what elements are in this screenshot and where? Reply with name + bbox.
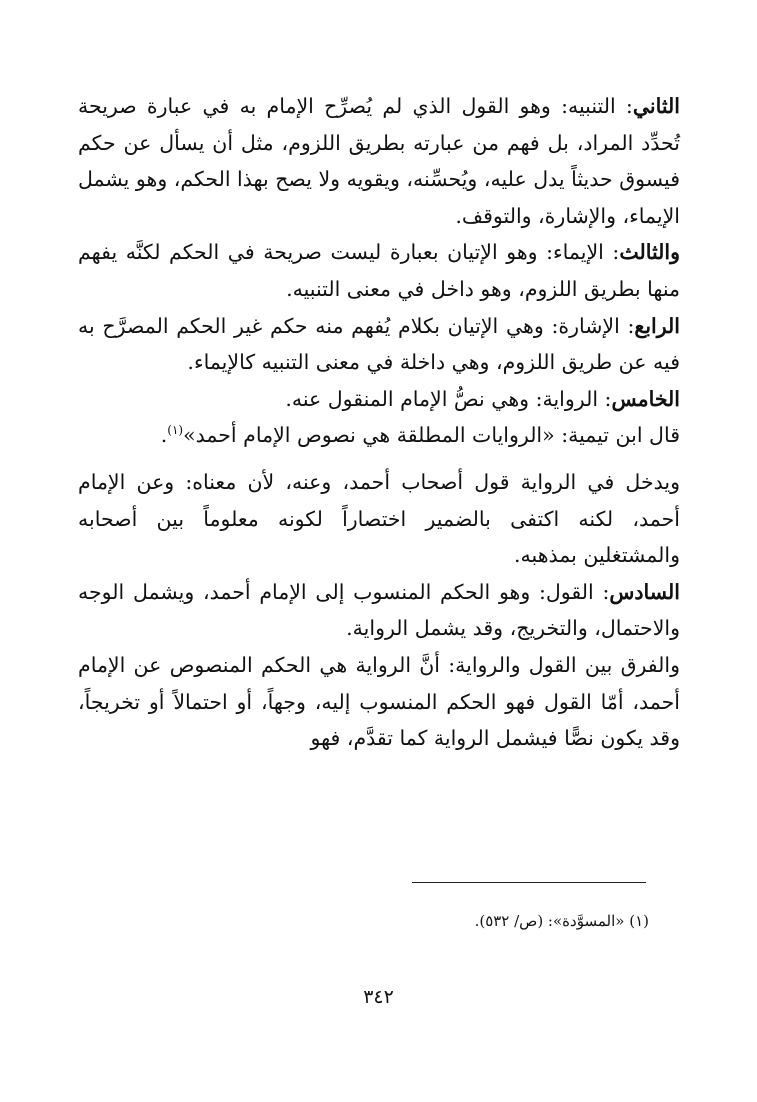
- paragraph-body: ويدخل في الرواية قول أصحاب أحمد، وعنه، لأن معناه: وعن الإمام أحمد، لكنه اكتفى بالضمير اختصاراً لكونه معلوماً بين أصحابه والمشتغلين بمذهبه.: [78, 469, 680, 568]
- footnote: [475, 910, 649, 932]
- paragraph-ima: [78, 234, 680, 307]
- paragraph-lead: الرابع: [634, 313, 680, 338]
- paragraph-riwaya: [78, 381, 680, 418]
- paragraph-body: قال ابن تيمية: «الروايات المطلقة هي نصوص الإمام أحمد»: [183, 423, 680, 448]
- footnote-divider: [412, 882, 646, 883]
- paragraph-body: : الإيماء: وهو الإتيان بعبارة ليست صريحة في الحكم لكنَّه يفهم منها بطريق اللزوم، وهو داخل في معنى التنبيه.: [78, 240, 680, 301]
- footnote-number: (١): [629, 912, 649, 930]
- paragraph-lead: الثاني: [632, 94, 680, 118]
- paragraph-ishara: [78, 308, 680, 381]
- paragraph-body: : الإشارة: وهي الإتيان بكلام يُفهم منه حكم غير الحكم المصرَّح به فيه عن طريق اللزوم، وهي داخلة في معنى التنبيه كالإيماء.: [78, 313, 680, 375]
- paragraph-body: والفرق بين القول والرواية: أنَّ الرواية هي الحكم المنصوص عن الإمام أحمد، أمّا القول فهو الحكم المنسوب إليه، وجهاً، أو احتمالاً أو تخريجاً، وقد يكون نصًّا فيشمل الرواية كما تقدَّم، فهو: [78, 652, 680, 751]
- paragraph-tanbih: [78, 88, 680, 234]
- paragraph-body: : الرواية: وهي نصُّ الإمام المنقول عنه.: [285, 386, 612, 411]
- paragraph-tail: .: [160, 423, 168, 448]
- main-text: [78, 88, 680, 757]
- page-number: ٣٤٢: [363, 986, 394, 1008]
- paragraph-farq: [78, 647, 680, 757]
- paragraph-lead: والثالث: [619, 240, 680, 265]
- footnote-reference[interactable]: (١): [167, 423, 184, 438]
- paragraph-ibn-taymiyya-quote: [78, 417, 680, 454]
- footnote-text: «المسوَّدة»: (ص/ ٥٣٢).: [474, 912, 625, 930]
- paragraph-body: : القول: وهو الحكم المنسوب إلى الإمام أحمد، ويشمل الوجه والاحتمال، والتخريج، وقد يشمل الرواية.: [78, 579, 680, 641]
- paragraph-gap: [78, 454, 680, 464]
- paragraph-lead: الخامس: [611, 386, 680, 411]
- paragraph-ashab: [78, 464, 680, 574]
- paragraph-qawl: [78, 574, 680, 647]
- paragraph-body: : التنبيه: وهو القول الذي لم يُصرِّح الإمام به في عبارة صريحة تُحدِّد المراد، بل فهم من عبارته بطريق اللزوم، مثل أن يسأل عن حكم فيسوق حديثاً يدل عليه، ويُحسِّنه، ويقويه ولا يصح بهذا الحكم، وهو يشمل الإيماء، والإشارة، والتوقف.: [78, 94, 680, 228]
- paragraph-lead: السادس: [609, 579, 680, 604]
